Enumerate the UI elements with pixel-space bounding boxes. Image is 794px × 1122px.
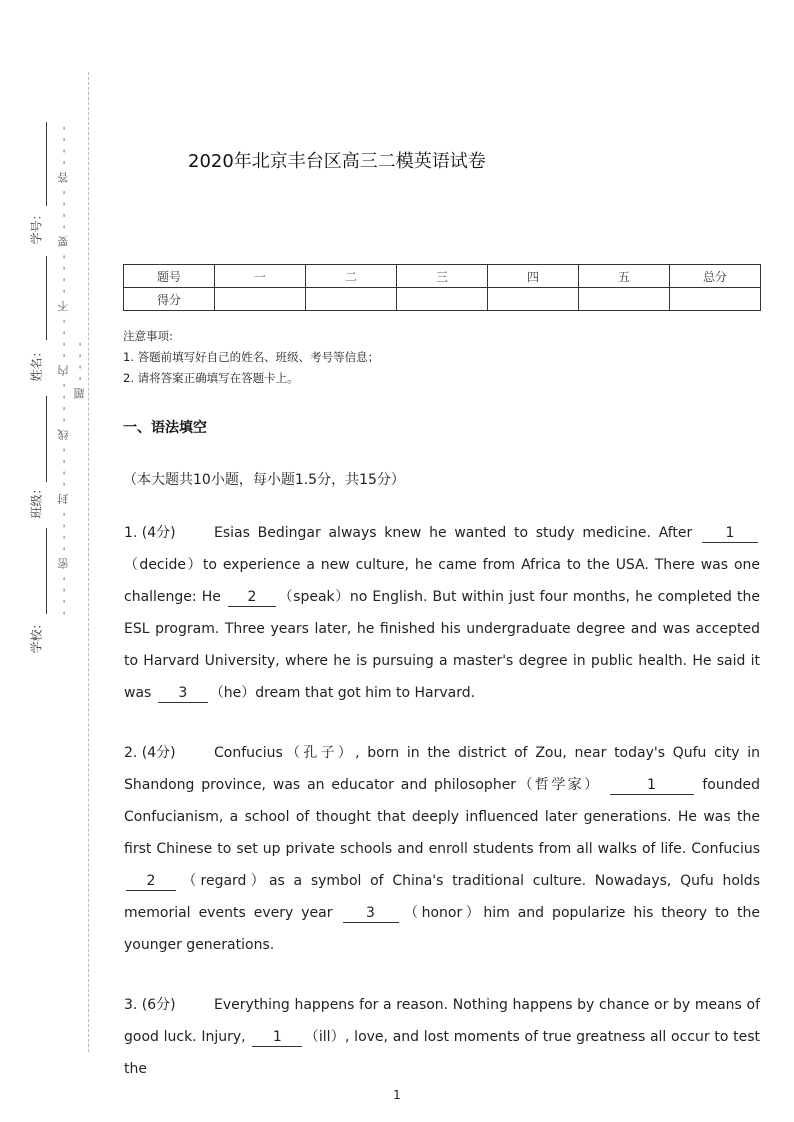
exam-notes bbox=[123, 326, 379, 389]
question-text: founded Confucianism, a school of thought that deeply influenced later generations. He was the first Chinese to set up private schools and enroll students from all walks of life. Confucius bbox=[124, 777, 761, 857]
section-title: 一、语法填空 bbox=[123, 420, 207, 436]
question-text: Everything happens for a reason. Nothing happens by chance or by means of good luck. Injury, bbox=[124, 997, 760, 1045]
score-cell[interactable] bbox=[579, 288, 670, 311]
question-text: （speak）no English. But within just four months, he completed the ESL program. Three years later, he finished his undergraduate degree and was accepted to Harvard University, where he is pursuing a master's degree in public health. He said it was bbox=[124, 589, 760, 701]
answer-blank[interactable]: 2 bbox=[228, 588, 276, 607]
question-2 bbox=[124, 737, 760, 961]
notes-item: 1. 答题前填写好自己的姓名、班级、考号等信息； bbox=[123, 350, 380, 364]
section-description: （本大题共10小题，每小题1.5分，共15分） bbox=[123, 472, 405, 488]
student-id-label: 学号： bbox=[29, 208, 44, 245]
name-fill-line bbox=[46, 256, 47, 340]
question-number: 1. (4分) bbox=[124, 525, 176, 541]
answer-blank[interactable]: 3 bbox=[158, 684, 208, 703]
question-text: （decide）to experience a new culture, he came from Africa to the USA. There was one challenge: He bbox=[124, 557, 760, 605]
score-table-header-cell: 四 bbox=[488, 265, 579, 288]
notes-item: 2. 请将答案正确填写在答题卡上。 bbox=[123, 371, 299, 385]
question-text: （honor）him and popularize his theory to the younger generations. bbox=[124, 905, 761, 953]
name-label: 姓名： bbox=[29, 345, 44, 382]
score-table-header-cell: 五 bbox=[579, 265, 670, 288]
score-table-header-row bbox=[124, 265, 761, 288]
score-row-label: 得分 bbox=[124, 288, 215, 311]
page-number: 1 bbox=[393, 1088, 401, 1102]
score-table-header-cell: 题号 bbox=[124, 265, 215, 288]
score-cell[interactable] bbox=[306, 288, 397, 311]
exam-title: 2020年北京丰台区高三二模英语试卷 bbox=[188, 151, 486, 172]
score-table-header-cell: 三 bbox=[397, 265, 488, 288]
seal-line-text: - - - - 密 - - - - 封 - - - - 线 - - - - 内 - - - - 不 - - - - 要 - - - - 答 - - - - 题 - - - - bbox=[57, 124, 86, 616]
score-cell[interactable] bbox=[397, 288, 488, 311]
question-3 bbox=[124, 989, 760, 1085]
score-table-header-cell: 一 bbox=[215, 265, 306, 288]
score-cell[interactable] bbox=[215, 288, 306, 311]
answer-blank[interactable]: 1 bbox=[610, 776, 694, 795]
answer-blank[interactable]: 1 bbox=[702, 524, 758, 543]
notes-heading: 注意事项: bbox=[123, 329, 173, 343]
score-table-header-cell: 二 bbox=[306, 265, 397, 288]
binding-dashed-line bbox=[88, 72, 89, 1052]
score-table-score-row bbox=[124, 288, 761, 311]
student-id-fill-line bbox=[46, 122, 47, 206]
score-table-header-cell: 总分 bbox=[670, 265, 761, 288]
class-fill-line bbox=[46, 396, 47, 482]
answer-blank[interactable]: 3 bbox=[343, 904, 399, 923]
question-text: （ill）, love, and lost moments of true greatness all occur to test the bbox=[124, 1029, 760, 1077]
question-1 bbox=[124, 517, 760, 709]
question-number: 3. (6分) bbox=[124, 997, 176, 1013]
question-text: （he）dream that got him to Harvard. bbox=[209, 685, 476, 701]
answer-blank[interactable]: 2 bbox=[126, 872, 176, 891]
answer-blank[interactable]: 1 bbox=[252, 1028, 302, 1047]
question-number: 2. (4分) bbox=[124, 745, 176, 761]
question-text: （regard）as a symbol of China's traditional culture. Nowadays, Qufu holds memorial events every year bbox=[124, 873, 760, 921]
question-text: Esias Bedingar always knew he wanted to study medicine. After bbox=[214, 525, 700, 541]
score-cell[interactable] bbox=[670, 288, 761, 311]
school-fill-line bbox=[46, 528, 47, 614]
score-table bbox=[123, 264, 761, 311]
school-label: 学校： bbox=[29, 617, 44, 654]
score-cell[interactable] bbox=[488, 288, 579, 311]
class-label: 班级： bbox=[29, 482, 44, 519]
question-text: Confucius（孔子）, born in the district of Zou, near today's Qufu city in Shandong province, was an educator and philosopher（哲学家） bbox=[124, 745, 760, 793]
